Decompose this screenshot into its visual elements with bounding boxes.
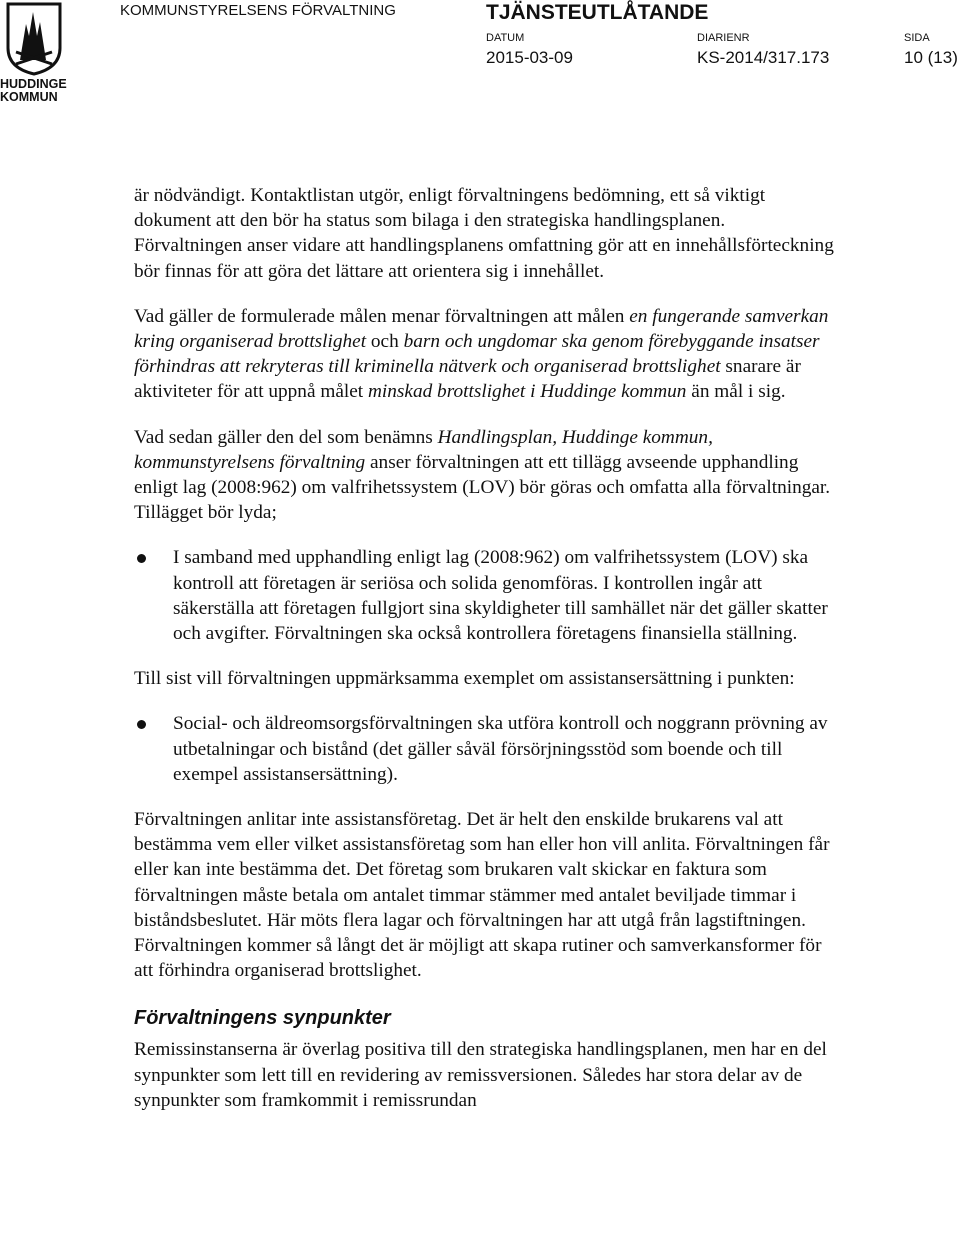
- document-body: [134, 183, 834, 1133]
- flame-shield-icon: [6, 2, 62, 76]
- date-value: 2015-03-09: [486, 48, 573, 67]
- paragraph-1: är nödvändigt. Kontaktlistan utgör, enligt förvaltningens bedömning, ett så viktigt dokument att den bör ha status som bilaga i den strategiska handlingsplanen. Förvaltningen anser vidare att handlingsplanens omfattning gör att en innehållsförteckning bör finnas för att göra det lättare att orientera sig i innehållet.: [134, 185, 834, 282]
- list-item: I samband med upphandling enligt lag (2008:962) om valfrihetssystem (LOV) ska kontroll att företagen är seriösa och solida genomföras. I kontrollen ingår att säkerställa att företagen fullgjort sina skyldigheter till samhället när det gäller skatter och avgifter. Förvaltningen ska också kontrollera företagens finansiella ställning.: [134, 545, 834, 646]
- logo-line1: HUDDINGE: [0, 77, 67, 91]
- document-type: TJÄNSTEUTLÅTANDE: [486, 1, 709, 24]
- diarienr-value: KS-2014/317.173: [697, 48, 830, 67]
- organization-name: KOMMUNSTYRELSENS FÖRVALTNING: [120, 2, 396, 19]
- bullet-list-2: [134, 711, 834, 787]
- paragraph-2: Vad gäller de formulerade målen menar förvaltningen att målen en fungerande samverkan kring organiserad brottslighet och barn och ungdomar ska genom förebyggande insatser förhindras att rekryteras till kriminella nätverk och organiserad brottslighet snarare är aktiviteter för att uppnå målet minskad brottslighet i Huddinge kommun än mål i sig.: [134, 305, 829, 403]
- paragraph-6: Remissinstanserna är överlag positiva till den strategiska handlingsplanen, men har en del synpunkter som lett till en revidering av remissversionen. Således har stora delar av de synpunkter som framkommit i remissrundan: [134, 1039, 827, 1111]
- section-heading: Förvaltningens synpunkter: [134, 1007, 391, 1030]
- paragraph-4: Till sist vill förvaltningen uppmärksamma exemplet om assistansersättning i punkten:: [134, 668, 795, 690]
- logo-line2: KOMMUN: [0, 90, 58, 104]
- paragraph-5: Förvaltningen anlitar inte assistansföretag. Det är helt den enskilde brukarens val att bestämma vem eller vilket assistansföretag som han eller hon vill anlita. Förvaltningen får eller kan inte bestämma det. Det företag som brukaren valt skickar en faktura som förvaltningen måste betala om antalet timmar stämmer med antalet beviljade timmar i biståndsbeslutet. Här möts flera lagar och förvaltningen har att utgå från lagstiftningen. Förvaltningen kommer så långt det är möjligt att skapa rutiner och samverkansformer för att förhindra organiserad brottslighet.: [134, 809, 830, 982]
- bullet-list-1: [134, 545, 834, 646]
- page-label: SIDA: [904, 32, 930, 44]
- page-number: 10 (13): [904, 48, 958, 67]
- paragraph-3: Vad sedan gäller den del som benämns Handlingsplan, Huddinge kommun, kommunstyrelsens förvaltning anser förvaltningen att ett tillägg avseende upphandling enligt lag (2008:962) om valfrihetssystem (LOV) bör göras och omfatta alla förvaltningar. Tillägget bör lyda;: [134, 426, 831, 524]
- diarienr-label: DIARIENR: [697, 32, 750, 44]
- list-item: Social- och äldreomsorgsförvaltningen ska utföra kontroll och noggrann prövning av utbetalningar och bistånd (det gäller såväl försörjningsstöd som boende och till exempel assistansersättning).: [134, 711, 834, 787]
- date-label: DATUM: [486, 32, 525, 44]
- municipality-logo: [0, 0, 70, 110]
